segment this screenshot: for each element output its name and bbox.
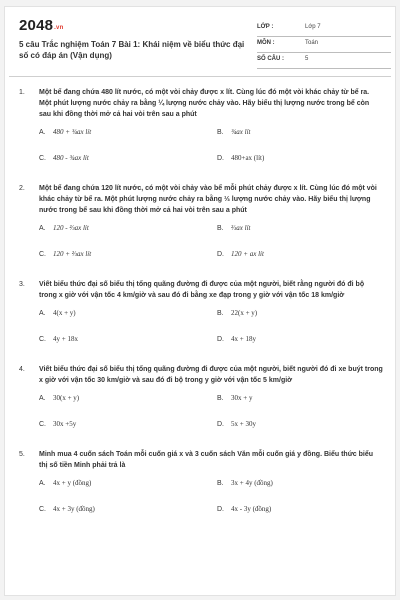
answer-option-a[interactable] (39, 393, 79, 407)
answer-text: 480 + ¾ax lít (53, 128, 92, 136)
answer-letter: C. (39, 155, 46, 162)
answer-letter: C. (39, 506, 46, 513)
meta-row-class (257, 21, 391, 37)
question-list (19, 87, 383, 534)
answer-option-b[interactable] (217, 223, 250, 237)
answer-option-b[interactable] (217, 127, 250, 141)
answer-text: 4y + 18x (53, 335, 78, 343)
answer-text: 4(x + y) (53, 309, 76, 317)
answer-option-b[interactable] (217, 393, 252, 407)
answer-letter: D. (217, 251, 224, 258)
answer-option-d[interactable] (217, 504, 271, 518)
answer-letter: A. (39, 310, 46, 317)
answer-text: ⅔ax lít (231, 224, 251, 232)
answer-option-c[interactable] (39, 504, 95, 518)
question-number: 1. (19, 89, 25, 96)
answer-options (39, 391, 383, 439)
answer-letter: A. (39, 480, 46, 487)
document-title: 5 câu Trắc nghiệm Toán 7 Bài 1: Khái niệm về biểu thức đại số có đáp án (Vận dụng) (19, 40, 245, 60)
answer-letter: C. (39, 336, 46, 343)
question-text: Viết biểu thức đại số biểu thị tổng quãng đường đi được của một người, biết rằng người đó đi bộ trong x giờ với vận tốc 4 km/giờ và sau đó đi bằng xe đạp trong y giờ với vận tốc 18 km/giờ (39, 281, 365, 299)
question-number: 3. (19, 281, 25, 288)
logo-suffix: .vn (54, 25, 64, 31)
answer-letter: C. (39, 421, 46, 428)
answer-text: 120 + ⅔ax lít (53, 250, 92, 258)
answer-text: 120 + ax lít (231, 250, 264, 258)
question-item (19, 449, 383, 524)
answer-letter: B. (217, 129, 224, 136)
answer-letter: C. (39, 251, 46, 258)
question-text: Một bể đang chứa 120 lít nước, có một vòi chảy vào bể mỗi phút chảy được x lít. Cùng lúc đó một vòi khác chảy từ bể ra. Một phút lượng nước chảy ra bằng ⅓ lượng nước chảy vào. Hãy biểu thị lượng nước trong bể sau khi đồng thời mở cả hai vòi trên sau a phút (39, 185, 377, 214)
meta-value: 5 (305, 56, 309, 62)
meta-row-count (257, 53, 391, 69)
answer-option-c[interactable] (39, 153, 89, 167)
answer-letter: B. (217, 310, 224, 317)
answer-option-d[interactable] (217, 153, 264, 167)
answer-option-d[interactable] (217, 419, 256, 433)
document-header (19, 17, 391, 69)
answer-option-a[interactable] (39, 308, 76, 322)
answer-letter: B. (217, 225, 224, 232)
answer-text: 4x + 3y (đồng) (53, 505, 95, 513)
header-divider (9, 76, 391, 77)
answer-option-d[interactable] (217, 249, 264, 263)
answer-option-c[interactable] (39, 249, 91, 263)
answer-option-a[interactable] (39, 223, 89, 237)
answer-letter: D. (217, 336, 224, 343)
answer-option-c[interactable] (39, 334, 78, 348)
answer-text: 22(x + y) (231, 309, 258, 317)
answer-option-b[interactable] (217, 308, 257, 322)
meta-key: SỐ CÂU : (257, 56, 284, 62)
question-item (19, 364, 383, 439)
answer-option-c[interactable] (39, 419, 76, 433)
answer-text: ¾ax lít (231, 128, 251, 136)
answer-text: 4x + 18y (231, 335, 256, 343)
answer-letter: D. (217, 506, 224, 513)
answer-letter: B. (217, 395, 224, 402)
question-number: 2. (19, 185, 25, 192)
answer-letter: A. (39, 395, 46, 402)
answer-letter: A. (39, 225, 46, 232)
answer-option-b[interactable] (217, 478, 273, 492)
answer-text: 480 - ¾ax lít (53, 154, 89, 162)
question-text: Một bể đang chứa 480 lít nước, có một vòi chảy được x lít. Cùng lúc đó một vòi khác chảy từ bể ra. Một phút lượng nước chảy ra bằng ¼ lượng nước chảy vào. Hãy biểu thị lượng nước trong bể còn sau khi đồng thời mở cả hai vòi trên sau a phút (39, 89, 370, 118)
meta-value: Lớp 7 (305, 24, 321, 30)
answer-option-a[interactable] (39, 478, 91, 492)
answer-text: 3x + 4y (đồng) (231, 479, 273, 487)
answer-options (39, 306, 383, 354)
meta-value: Toán (305, 40, 319, 46)
answer-letter: D. (217, 155, 224, 162)
answer-letter: D. (217, 421, 224, 428)
answer-text: 30(x + y) (53, 394, 80, 402)
question-text: Minh mua 4 cuốn sách Toán mỗi cuốn giá x và 3 cuốn sách Văn mỗi cuốn giá y đồng. Biểu thức biểu thị số tiền Minh phải trả là (39, 451, 373, 469)
answer-option-a[interactable] (39, 127, 91, 141)
question-item (19, 279, 383, 354)
meta-table (257, 21, 391, 69)
answer-text: 30x +5y (53, 420, 77, 428)
document-page (4, 6, 396, 596)
answer-text: 5x + 30y (231, 420, 256, 428)
answer-text: 30x + y (231, 394, 253, 402)
answer-letter: B. (217, 480, 224, 487)
answer-text: 120 - ⅔ax lít (53, 224, 89, 232)
answer-option-d[interactable] (217, 334, 256, 348)
answer-letter: A. (39, 129, 46, 136)
answer-options (39, 476, 383, 524)
logo-text: 2048 (19, 17, 54, 34)
answer-text: 4x + y (đồng) (53, 479, 92, 487)
answer-text: 480+ax (lít) (231, 154, 265, 162)
question-item (19, 87, 383, 173)
site-logo[interactable] (19, 17, 63, 34)
answer-text: 4x - 3y (đồng) (231, 505, 272, 513)
meta-key: LỚP : (257, 24, 274, 30)
meta-row-subject (257, 37, 391, 53)
question-text: Viết biểu thức đại số biểu thị tổng quãng đường đi được của một người, biết người đó đi xe buýt trong x giờ với vận tốc 30 km/giờ và sau đó đi bộ trong y giờ với vận tốc 5 km/giờ (39, 366, 383, 384)
question-item (19, 183, 383, 269)
question-number: 4. (19, 366, 25, 373)
answer-options (39, 221, 383, 269)
meta-key: MÔN : (257, 40, 275, 46)
question-number: 5. (19, 451, 25, 458)
answer-options (39, 125, 383, 173)
